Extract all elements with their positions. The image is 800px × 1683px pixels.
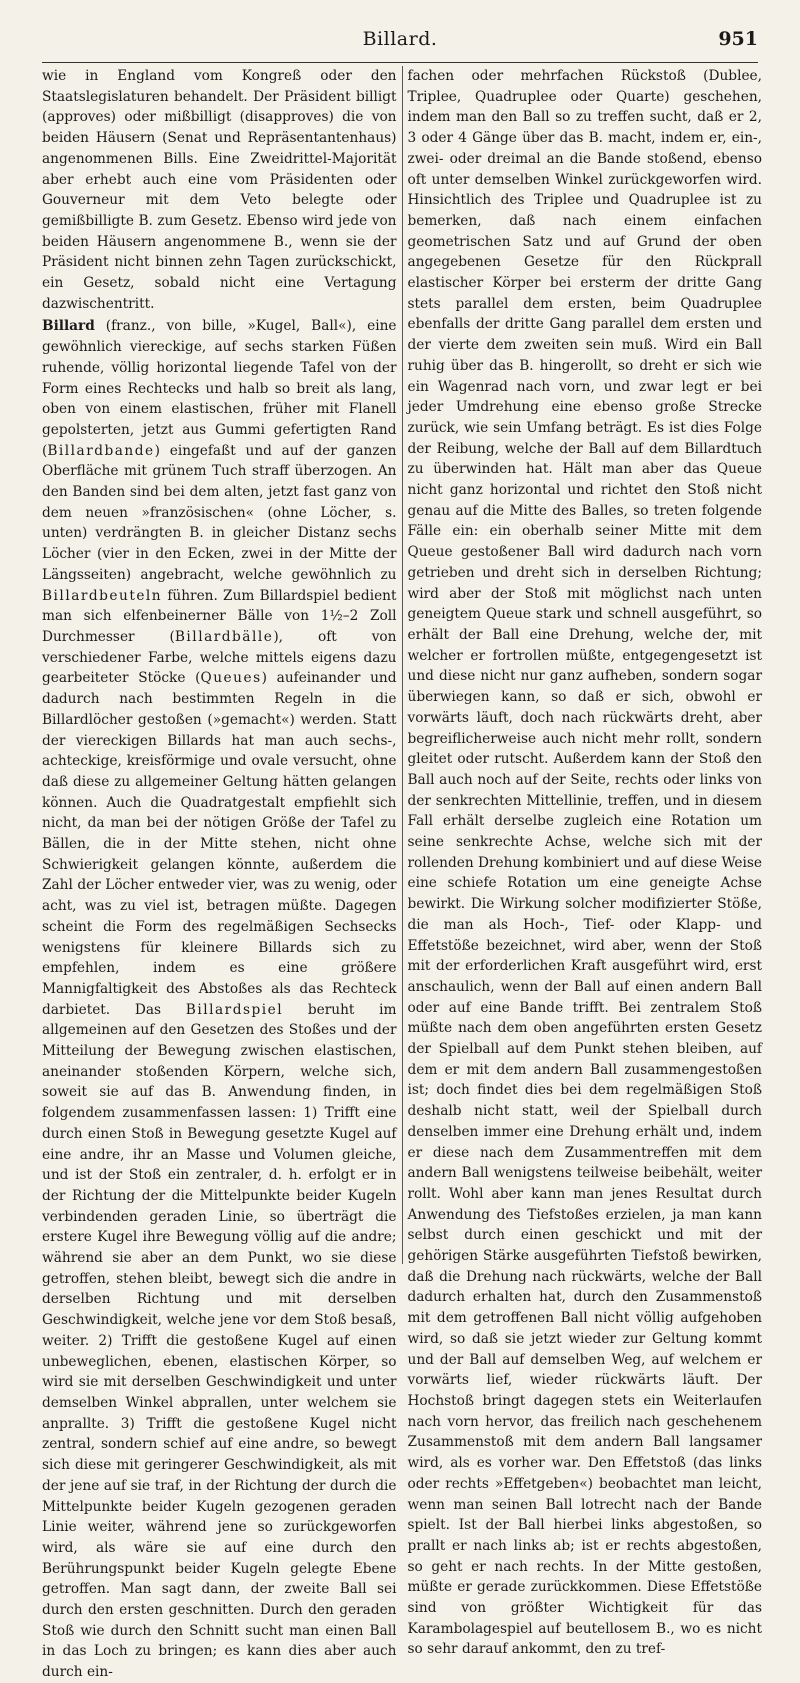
text-segment: führen. Zum Billardspiel bedient man sich elfenbeinerner Bälle von 1½–2 Zoll Durchmesser ( — [42, 587, 397, 645]
running-header — [42, 28, 758, 54]
term-queues: Queues — [200, 670, 262, 687]
term-billardbaelle: Billardbälle — [174, 628, 274, 645]
text-columns — [42, 66, 762, 1681]
paragraph-continuation: fachen oder mehrfachen Rückstoß (Dublee, Triplee, Quadruplee oder Quarte) geschehen, indem man den Ball so zu treffen sucht, daß er 2, 3 oder 4 Gänge über das B. macht, indem er, ein-, zwei- oder dreimal an die Bande stoßend, ebenso oft unter demselben Winkel zurückgeworfen wird. Hinsichtlich des Triplee und Quadruplee ist zu bemerken, daß nach einem einfachen geometrischen Satz und auf Grund der oben angegebenen Gesetze für den Rückprall elastischer Körper bei ersterm der dritte Gang stets parallel dem ersten, beim Quadruplee ebenfalls der dritte Gang parallel dem ersten und der vierte dem zweiten sein muß. Wird ein Ball ruhig über das B. hingerollt, so dreht er sich wie ein Wagenrad nach vorn, und zwar legt er bei jeder Umdrehung eine ebenso große Strecke zurück, wie sein Umfang beträgt. Es ist dies Folge der Reibung, welche der Ball auf dem Billardtuch zu überwinden hat. Hält man aber das Queue nicht ganz horizontal und richtet den Stoß nicht genau auf die Mitte des Balles, so treten folgende Fälle ein: ein oberhalb seiner Mitte mit dem Queue gestoßener Ball wird dadurch nach vorn getrieben und dreht sich in derselben Richtung; wird aber der Stoß mit möglichst nach unten geneigtem Queue stark und schnell ausgeführt, so erhält der Ball eine Drehung, welche der, mit welcher er fortrollen müßte, entgegengesetzt ist und diese nicht nur ganz aufheben, sondern sogar überwiegen kann, so daß er sich, obwohl er vorwärts läuft, doch nach rückwärts dreht, aber begreiflicherweise auch nicht mehr rollt, sondern gleitet oder rutscht. Außerdem kann der Stoß den Ball auch noch auf der Seite, rechts oder links von der senkrechten Mittellinie, treffen, und in diesem Fall erhält derselbe zugleich eine Rotation um seine senkrechte Achse, welche sich mit der rollenden Drehung kombiniert und auf diese Weise eine schiefe Rotation um eine geneigte Achse bewirkt. Die Wirkung solcher modifizierter Stöße, die man als Hoch-, Tief- oder Klapp- und Effetstöße bezeichnet, wird aber, wenn der Stoß mit der erforderlichen Kraft ausgeführt wird, erst anschaulich, wenn der Ball auf einen andern Ball oder auf eine Bande trifft. Bei zentralem Stoß müßte nach dem oben angeführten ersten Gesetz der Spielball auf dem Punkt stehen bleiben, auf dem er mit dem andern Ball zusammengestoßen ist; doch findet dies bei dem regelmäßigen Stoß deshalb nicht statt, weil der Spielball durch denselben immer eine Drehung erhält und, indem er diese nach dem Zusammentreffen mit dem andern Ball wenigstens teilweise beibehält, weiter rollt. Wohl aber kann man jenes Resultat durch Anwendung des Tiefstoßes erzielen, ja man kann selbst durch einen geschickt und mit der gehörigen Stärke ausgeführten Tiefstoß bewirken, daß die Drehung nach rückwärts, welche der Ball dadurch erhalten hat, durch den Zusammenstoß mit dem getroffenen Ball nicht völlig aufgehoben wird, so daß sie jetzt wieder zur Geltung kommt und der Ball auf demselben Weg, auf welchem er vorwärts lief, wieder rückwärts läuft. Der Hochstoß bringt dagegen stets ein Weiterlaufen nach vorn hervor, das freilich nach geschehenem Zusammenstoß mit dem andern Ball langsamer wird, als es vorher war. Den Effetstoß (das links oder rechts »Effetgeben«) beobachtet man leicht, wenn man seinen Ball lotrecht nach der Bande spielt. Ist der Ball hierbei links abgestoßen, so prallt er nach links ab; ist er rechts abgestoßen, so geht er nach rechts. In der Mitte gestoßen, müßte er gerade zurückkommen. Diese Effetstöße sind von größter Wichtigkeit für das Karambolagespiel auf beutellosem B., wo es nicht so sehr darauf ankommt, den zu tref- — [407, 68, 762, 1658]
term-billardspiel: Billardspiel — [185, 1001, 284, 1018]
text-segment: ) eingefaßt und auf der ganzen Oberfläche mit grünem Tuch straff überzogen. An den Banden sind bei dem alten, jetzt fast ganz von dem neuen »französischen« (ohne Löcher, s. unten) verdrängten B. in gleicher Distanz sechs Löcher (vier in den Ecken, zwei in der Mitte der Längsseiten) angebracht, welche gewöhnlich zu — [42, 442, 397, 583]
paragraph-bills: wie in England vom Kongreß oder den Staatslegislaturen behandelt. Der Präsident billigt (approves) oder mißbilligt (disapproves) die von beiden Häusern (Senat und Repräsentantenhaus) angenommenen Bills. Eine Zweidrittel-Majorität aber erhebt auch eine vom Präsidenten oder Gouverneur mit dem Veto belegte oder gemißbilligte B. zum Gesetz. Ebenso wird jede von beiden Häusern angenommene B., wenn sie der Präsident nicht binnen zehn Tagen zurückschickt, ein Gesetz, sobald nicht eine Vertagung dazwischentritt. — [42, 68, 397, 312]
term-billardbande: Billardbande — [47, 442, 155, 459]
term-billardbeuteln: Billardbeuteln — [42, 587, 163, 604]
left-column — [42, 66, 403, 1681]
running-title: Billard. — [362, 28, 438, 50]
header-rule — [42, 62, 758, 63]
paragraph-billard — [42, 316, 397, 1682]
text-segment: ), oft von verschiedener Farbe, welche mittels eigens dazu gearbeiteter Stöcke ( — [42, 628, 397, 687]
text-segment: (franz., von bille, »Kugel, Ball«), eine gewöhnlich viereckige, auf sechs starken Füßen ruhende, völlig horizontal liegende Tafel von der Form eines Rechtecks und halb so breit als lang, oben von einem elastischen, früher mit Flanell gepolsterten, jetzt aus Gummi gefertigten Rand ( — [42, 318, 397, 459]
text-segment: beruht im allgemeinen auf den Gesetzen des Stoßes und der Mitteilung der Bewegung zwischen elastischen, aneinander stoßenden Körpern, welche sich, soweit sie auf das B. Anwendung finden, in folgendem zusammenfassen lassen: 1) Trifft eine durch einen Stoß in Bewegung gesetzte Kugel auf eine andre, ihr an Masse und Volumen gleiche, und ist der Stoß ein zentraler, d. h. erfolgt er in der Richtung der die Mittelpunkte beider Kugeln verbindenden geraden Linie, so überträgt die erstere Kugel ihre Bewegung völlig auf die andre; während sie aber an dem Punkt, wo sie diese getroffen, stehen bleibt, bewegt sich die andre in derselben Richtung und mit derselben Geschwindigkeit, welche jene vor dem Stoß besaß, weiter. 2) Trifft die gestoßene Kugel auf einen unbeweglichen, ebenen, elastischen Körper, so wird sie mit derselben Geschwindigkeit und unter demselben Winkel abprallen, unter welchem sie anprallte. 3) Trifft die gestoßene Kugel nicht zentral, sondern schief auf eine andre, so bewegt sich diese mit geringerer Geschwindigkeit, als mit der jene auf sie traf, in der Richtung der durch die Mittelpunkte beider Kugeln gezogenen geraden Linie weiter, während jene so zurückgeworfen wird, als wäre sie auf eine durch den Berührungspunkt beider Kugeln gelegte Ebene getroffen. Man sagt dann, der zweite Ball sei durch den ersten geschnitten. Durch den geraden Stoß wie durch den Schnitt sucht man einen Ball in das Loch zu bringen; es kann dies aber auch durch ein- — [42, 1001, 397, 1681]
entry-headword: Billard — [42, 318, 95, 335]
text-segment: ) aufeinander und dadurch nach bestimmten Regeln in die Billardlöcher gestoßen (»gemacht«) werden. Statt der viereckigen Billards hat man auch sechs-, achteckige, kreisförmige und ovale versucht, ohne daß diese zu allgemeiner Geltung hätten gelangen können. Auch die Quadratgestalt empfiehlt sich nicht, da man bei der nötigen Größe der Tafel zu Bällen, die in der Mitte stehen, nicht ohne Schwierigkeit gelangen könnte, außerdem die Zahl der Löcher entweder vier, was zu wenig, oder acht, was zu viel ist, betragen müßte. Dagegen scheint die Form des regelmäßigen Sechsecks wenigstens für kleinere Billards sich zu empfehlen, indem es eine größere Mannigfaltigkeit des Abstoßes als das Rechteck darbietet. Das — [42, 670, 397, 1018]
page-number: 951 — [718, 28, 758, 50]
right-column — [403, 66, 763, 1658]
